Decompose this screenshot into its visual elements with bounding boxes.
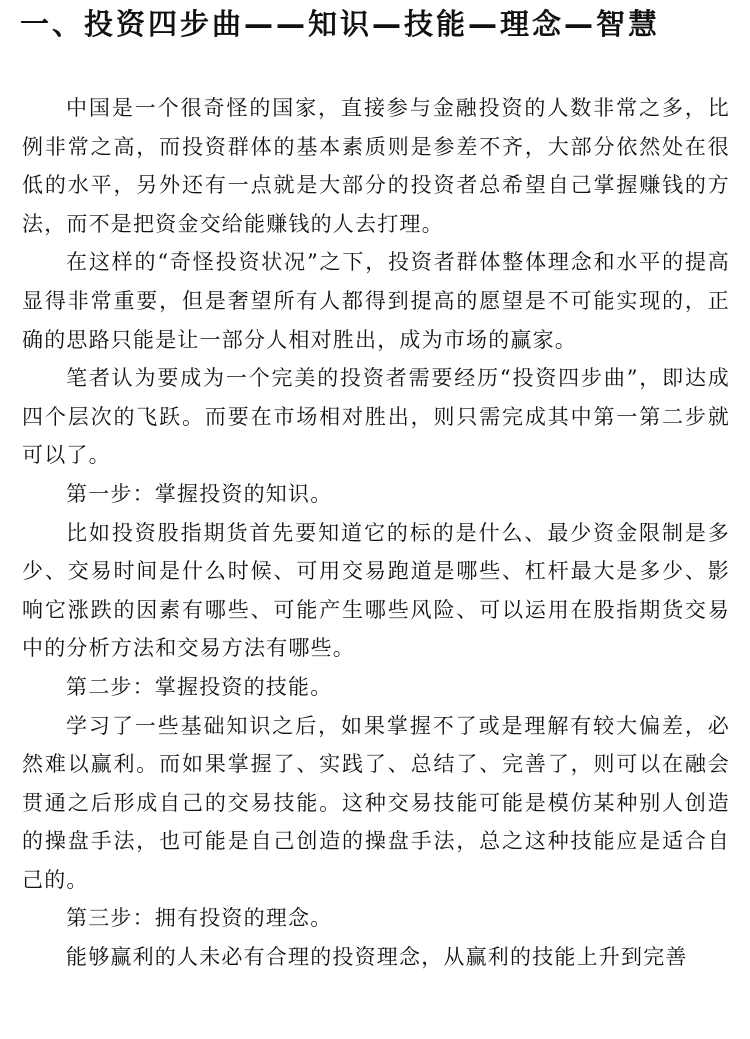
paragraph-step-three: 能够赢利的人未必有合理的投资理念，从赢利的技能上升到完善 (66, 945, 688, 970)
section-heading: 一、投资四步曲——知识—技能—理念—智慧 (20, 7, 661, 41)
paragraph-four-steps: 笔者认为要成为一个完美的投资者需要经历“投资四步曲”，即达成四个层次的飞跃。而要在市场相对胜出，则只需完成其中第一第二步就可以了。 (22, 366, 730, 468)
body-text (22, 89, 730, 977)
step-one-heading: 第一步：掌握投资的知识。 (66, 481, 333, 506)
paragraph-context: 在这样的“奇怪投资状况”之下，投资者群体整体理念和水平的提高显得非常重要，但是奢望所有人都得到提高的愿望是不可能实现的，正确的思路只能是让一部分人相对胜出，成为市场的赢家。 (22, 250, 730, 352)
paragraph-step-one: 比如投资股指期货首先要知道它的标的是什么、最少资金限制是多少、交易时间是什么时候、可用交易跑道是哪些、杠杆最大是多少、影响它涨跌的因素有哪些、可能产生哪些风险、可以运用在股指期货交易中的分析方法和交易方法有哪些。 (22, 520, 730, 661)
step-two-heading: 第二步：掌握投资的技能。 (66, 674, 333, 699)
step-three-heading: 第三步：拥有投资的理念。 (66, 906, 333, 931)
paragraph-intro: 中国是一个很奇怪的国家，直接参与金融投资的人数非常之多，比例非常之高，而投资群体的基本素质则是参差不齐，大部分依然处在很低的水平，另外还有一点就是大部分的投资者总希望自己掌握赚钱的方法，而不是把资金交给能赚钱的人去打理。 (22, 96, 730, 236)
paragraph-step-two: 学习了一些基础知识之后，如果掌握不了或是理解有较大偏差，必然难以赢利。而如果掌握了、实践了、总结了、完善了，则可以在融会贯通之后形成自己的交易技能。这种交易技能可能是模仿某种别人创造的操盘手法，也可能是自己创造的操盘手法，总之这种技能应是适合自己的。 (22, 713, 730, 892)
